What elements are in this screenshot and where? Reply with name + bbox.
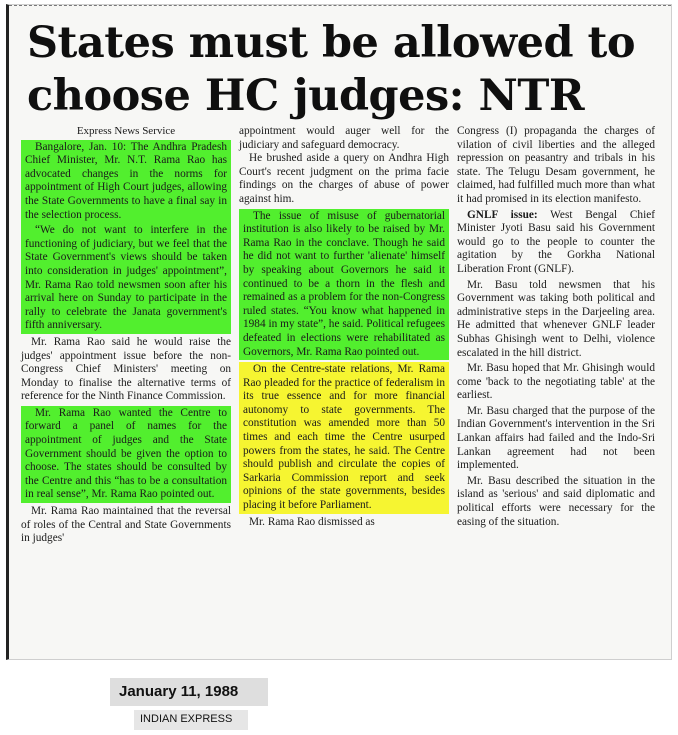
col2-paragraph-1: appointment would auger well for the judiciary and safeguard democracy.: [239, 125, 449, 151]
article-column-3: [457, 125, 655, 529]
top-rule: [9, 5, 671, 9]
col2-paragraph-2: He brushed aside a query on Andhra High Court's recent judgment on the prima facie findings on the charges of abuse of power against him.: [239, 152, 449, 205]
col3-paragraph-6: Mr. Basu described the situation in the island as 'serious' and said diplomatic and political efforts were necessary for the easing of the situation.: [457, 474, 655, 528]
col1-paragraph-2: “We do not want to interfere in the functioning of judiciary, but we feel that the State Government's views should be taken into consideration in judges' appointment”, Mr. Rama Rao told newsmen soon after his arrival here on Sunday to participate in the rally to celebrate the Janata government's fifth anniversary.: [21, 223, 231, 334]
article-column-2: [239, 125, 449, 529]
article-column-1: [21, 125, 231, 546]
col1-paragraph-3: Mr. Rama Rao said he would raise the judges' appointment issue before the non-Congress Chief Ministers' meeting on Monday to finalise the alternative terms of reference for the Ninth Finance Commission.: [21, 335, 231, 403]
col3-paragraph-1: Congress (I) propaganda the charges of vilation of civil liberties and the alleged repression on peasantry and tribals in his state. The Telugu Desam government, he claimed, had fulfilled much more than what it had promised in its election manifesto.: [457, 125, 655, 205]
headline-line-2: choose HC judges: NTR: [27, 71, 585, 121]
col2-paragraph-4: On the Centre-state relations, Mr. Rama Rao pleaded for the practice of federalism in its true essence and for more financial autonomy to state governments. The constitution was amended more than 50 times and each time the Centre usurped powers from the states, he said. The Centre should publish and circulate the copies of Sarkaria Commission report and seek opinions of the state governments, besides placing it before Parliament.: [239, 362, 449, 514]
col3-paragraph-3: Mr. Basu told newsmen that his Government was taking both political and administrative steps in the Darjeeling area. He admitted that whenever GNLF leader Subhas Ghisingh went to Delhi, violence escalated in the hill district.: [457, 278, 655, 359]
gnlf-subhead: GNLF issue:: [467, 208, 538, 221]
col3-paragraph-2-text: West Bengal Chief Minister Jyoti Basu said his Government would go to the people to counter the agitation by the Gorkha National Liberation Front (GNLF).: [457, 208, 655, 275]
byline: Express News Service: [76, 125, 176, 137]
col1-paragraph-4: Mr. Rama Rao wanted the Centre to forward a panel of names for the appointment of judges and the State Government should be given the option to choose. The states should be consulted by the Centre and this “has to be a consultation in real sense”, Mr. Rama Rao pointed out.: [21, 406, 231, 503]
col1-paragraph-1: Bangalore, Jan. 10: The Andhra Pradesh Chief Minister, Mr. N.T. Rama Rao has advocated changes in the norms for appointment of High Court judges, allowing the State Governments to have a final say in the selection process.: [21, 140, 231, 224]
col2-paragraph-3: The issue of misuse of gubernatorial institution is also likely to be raised by Mr. Rama Rao in the conclave. Though he said he did not want to further 'alienate' himself by speaking about Governors he said it continued to be a thorn in the flesh and remained as a problem for the non-Congress ruled states. “You know what happened in 1984 in my state”, he said. Political refugees defeated in elections were rehabilitated as Governors, Mr. Rama Rao pointed out.: [239, 209, 449, 361]
clipping-source-label: INDIAN EXPRESS: [134, 710, 248, 730]
headline: [27, 17, 637, 123]
clipping-date-label: January 11, 1988: [110, 678, 268, 706]
col3-paragraph-2: [457, 209, 655, 277]
col2-paragraph-5: Mr. Rama Rao dismissed as: [249, 515, 375, 528]
col3-paragraph-4: Mr. Basu hoped that Mr. Ghisingh would come 'back to the negotiating table' at the earliest.: [457, 362, 655, 402]
col1-paragraph-5: Mr. Rama Rao maintained that the reversal of roles of the Central and State Governments in judges': [21, 505, 231, 545]
headline-line-1: States must be allowed to: [27, 18, 636, 68]
col3-paragraph-5: Mr. Basu charged that the purpose of the Indian Government's intervention in the Sri Lankan affairs had failed and the Indo-Sri Lankan agreement had not been implemented.: [457, 404, 655, 472]
